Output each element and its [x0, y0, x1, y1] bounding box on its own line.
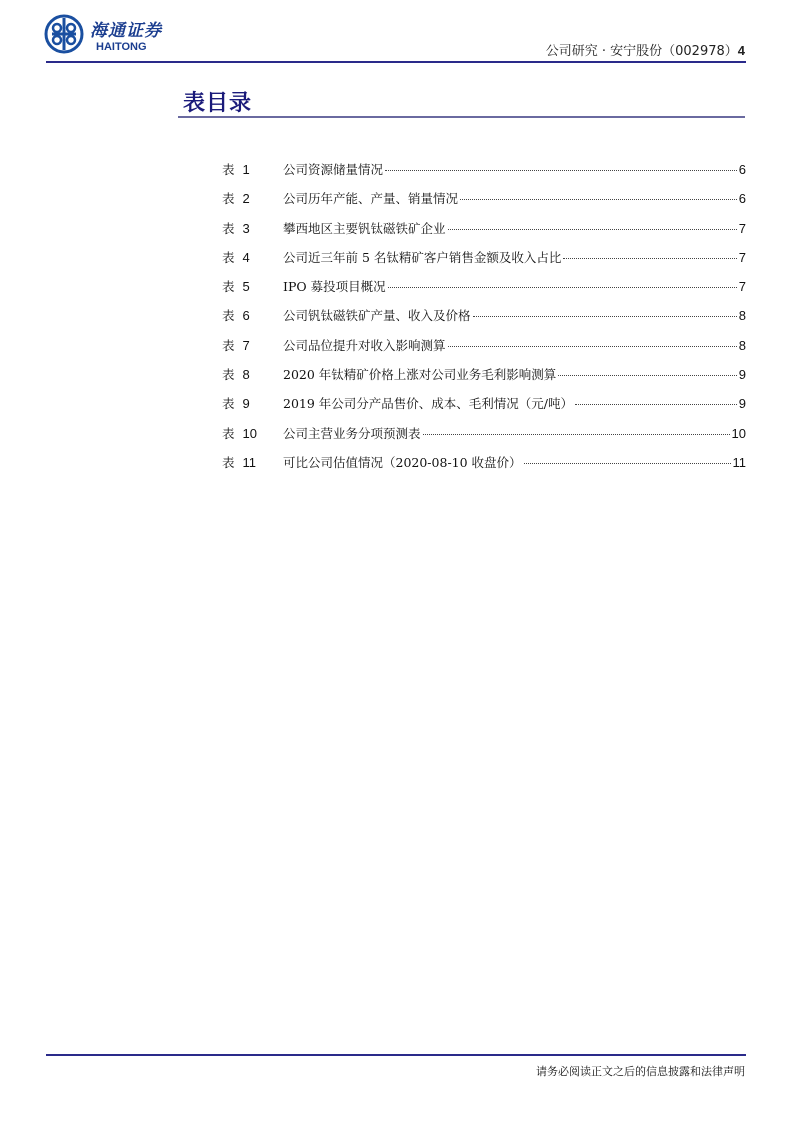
toc-label [222, 365, 283, 383]
toc-label [222, 394, 283, 412]
toc-label-prefix: 表 [222, 279, 235, 295]
toc-entry[interactable] [222, 248, 746, 277]
toc-label [222, 424, 283, 442]
toc-number: 7 [242, 337, 250, 353]
toc-page[interactable]: 8 [738, 308, 746, 324]
toc-label-prefix: 表 [222, 337, 235, 353]
toc-number: 1 [242, 162, 250, 177]
toc-leader-dots [385, 170, 737, 171]
toc-entry[interactable] [222, 365, 746, 394]
toc-leader-dots [558, 375, 736, 376]
toc-title[interactable]: 公司主营业务分项预测表 [283, 425, 421, 441]
toc-title[interactable]: 公司历年产能、产量、销量情况 [283, 191, 459, 207]
toc-page[interactable]: 7 [738, 220, 746, 236]
toc-entry[interactable] [222, 394, 746, 423]
toc-number: 3 [242, 220, 250, 236]
toc-title[interactable]: IPO 募投项目概况 [283, 279, 386, 295]
toc-label [222, 277, 283, 295]
toc-label [222, 160, 283, 178]
toc-label-prefix: 表 [222, 396, 235, 412]
toc-entry[interactable] [222, 160, 746, 189]
toc-label-prefix: 表 [222, 425, 235, 441]
toc-entry[interactable] [222, 424, 746, 453]
toc-page[interactable]: 7 [738, 279, 746, 295]
haitong-logo [44, 14, 162, 54]
toc-page[interactable]: 8 [738, 337, 746, 353]
toc-leader-dots [575, 404, 737, 405]
toc-number: 11 [242, 454, 257, 470]
doc-info: 公司研究 · 安宁股份（002978） [545, 44, 738, 59]
toc-label [222, 306, 283, 324]
toc-label [222, 248, 283, 266]
footer-divider [46, 1054, 746, 1056]
toc-leader-dots [473, 316, 737, 317]
toc-leader-dots [460, 199, 737, 200]
toc-entry[interactable] [222, 306, 746, 335]
toc-label-prefix: 表 [222, 249, 235, 265]
toc-label [222, 189, 283, 207]
toc-label-prefix: 表 [222, 220, 235, 236]
toc-number: 10 [242, 425, 257, 441]
toc-title[interactable]: 公司资源储量情况 [283, 162, 384, 177]
toc-label-prefix: 表 [222, 308, 235, 324]
toc-title[interactable]: 攀西地区主要钒钛磁铁矿企业 [283, 220, 446, 236]
page-title: 表目录 [183, 90, 253, 116]
header-divider [46, 61, 746, 63]
toc-title[interactable]: 2019 年公司分产品售价、成本、毛利情况（元/吨） [283, 396, 573, 412]
toc-number: 8 [242, 367, 250, 383]
toc-page[interactable]: 6 [738, 162, 746, 177]
toc-title[interactable]: 公司品位提升对收入影响测算 [283, 337, 446, 353]
toc-title[interactable]: 公司近三年前 5 名钛精矿客户销售金额及收入占比 [283, 249, 562, 265]
toc-label-prefix: 表 [222, 367, 235, 383]
footer-disclaimer: 请务必阅读正文之后的信息披露和法律声明 [536, 1065, 745, 1078]
toc-page[interactable]: 10 [731, 425, 746, 441]
logo-english-name: HAITONG [96, 40, 147, 53]
header-doc-info [546, 40, 745, 59]
toc-leader-dots [388, 287, 737, 288]
toc-number: 2 [242, 191, 250, 207]
toc-leader-dots [448, 346, 737, 347]
toc-entry[interactable] [222, 219, 746, 248]
toc-label [222, 219, 283, 237]
toc-page[interactable]: 7 [738, 249, 746, 265]
toc-number: 9 [242, 396, 250, 412]
toc-number: 4 [242, 249, 250, 265]
title-underline [178, 116, 745, 118]
toc-label-prefix: 表 [222, 454, 235, 470]
toc-leader-dots [423, 434, 730, 435]
toc-leader-dots [563, 258, 736, 259]
toc-entry[interactable] [222, 189, 746, 218]
page-number: 4 [737, 43, 745, 58]
toc-page[interactable]: 11 [732, 454, 746, 470]
toc-label [222, 453, 283, 471]
toc-label-prefix: 表 [222, 162, 235, 177]
toc-entry[interactable] [222, 336, 746, 365]
haitong-logo-icon [44, 14, 84, 54]
toc-page[interactable]: 6 [738, 191, 746, 207]
toc-leader-dots [524, 463, 731, 464]
toc-title[interactable]: 可比公司估值情况（2020-08-10 收盘价） [283, 454, 522, 470]
toc-page[interactable]: 9 [738, 396, 746, 412]
toc-page[interactable]: 9 [738, 367, 746, 383]
toc-number: 6 [242, 308, 250, 324]
toc-label [222, 336, 283, 354]
toc-label-prefix: 表 [222, 191, 235, 207]
toc-leader-dots [448, 229, 737, 230]
toc-number: 5 [242, 279, 250, 295]
logo-chinese-name: 海通证券 [90, 20, 162, 41]
toc-title[interactable]: 2020 年钛精矿价格上涨对公司业务毛利影响测算 [283, 367, 557, 383]
toc-entry[interactable] [222, 277, 746, 306]
toc-title[interactable]: 公司钒钛磁铁矿产量、收入及价格 [283, 308, 471, 324]
table-of-tables [222, 160, 746, 482]
toc-entry[interactable] [222, 453, 746, 482]
